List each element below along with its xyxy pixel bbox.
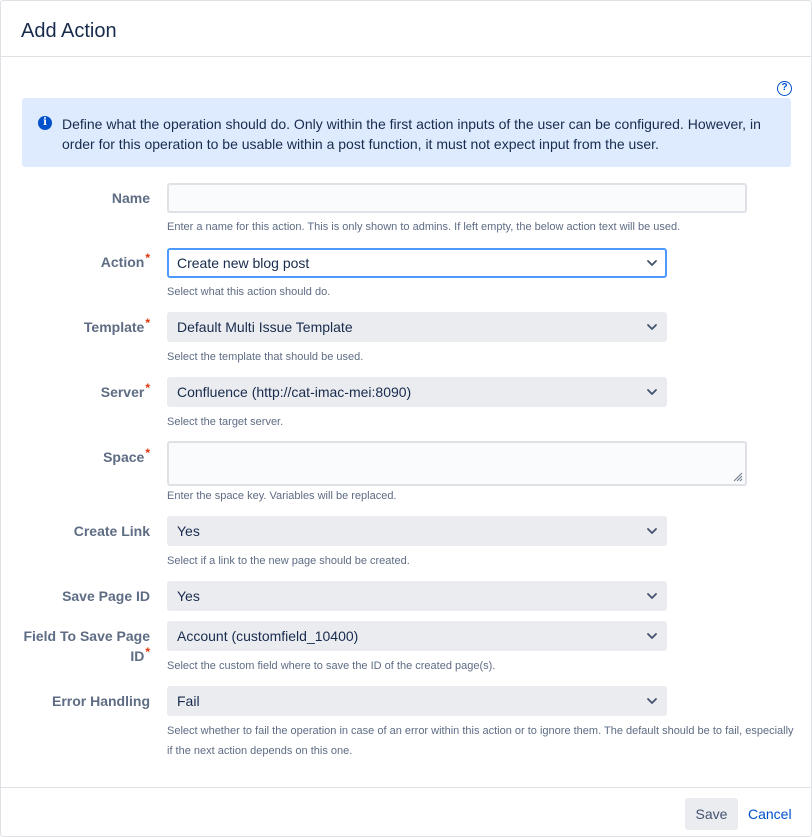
chevron-down-icon [646, 695, 658, 707]
create-link-select-value: Yes [177, 523, 200, 539]
action-select-value: Create new blog post [177, 255, 310, 271]
info-text: Define what the operation should do. Only within the first action inputs of the user can be configured. However, in order for this operation to be usable within a post function, it must not expect input from the user. [62, 116, 761, 152]
create-link-hint: Select if a link to the new page should be created. [167, 555, 410, 567]
help-icon[interactable]: ? [777, 81, 792, 96]
save-page-id-select[interactable] [167, 581, 667, 611]
field-to-save-select[interactable] [167, 621, 667, 651]
save-page-id-label: Save Page ID [62, 588, 150, 604]
template-label: Template* [83, 316, 150, 335]
save-page-id-select-value: Yes [177, 588, 200, 604]
error-handling-label: Error Handling [51, 693, 150, 709]
field-to-save-select-value: Account (customfield_10400) [177, 628, 359, 644]
action-label: Action* [100, 251, 150, 270]
dialog-header [1, 1, 811, 57]
template-select[interactable] [167, 312, 667, 342]
create-link-label: Create Link [73, 523, 150, 539]
field-to-save-hint: Select the custom field where to save the ID of the created page(s). [167, 660, 496, 672]
chevron-down-icon [646, 630, 658, 642]
server-hint: Select the target server. [167, 416, 284, 428]
resize-handle-icon[interactable] [733, 472, 743, 482]
name-hint: Enter a name for this action. This is only shown to admins. If left empty, the below action text will be used. [167, 221, 681, 233]
server-label: Server* [100, 381, 150, 400]
error-handling-hint: Select whether to fail the operation in case of an error within this action or to ignore them. The default should be to fail, especially if the next action depends on this one. [167, 725, 794, 757]
chevron-down-icon [646, 590, 658, 602]
space-textarea[interactable] [167, 441, 747, 486]
action-select[interactable] [167, 248, 667, 278]
name-input[interactable] [167, 183, 747, 213]
chevron-down-icon [646, 525, 658, 537]
chevron-down-icon [646, 321, 658, 333]
field-to-save-label: Field To Save Page ID* [23, 628, 150, 664]
server-select-value: Confluence (http://cat-imac-mei:8090) [177, 384, 412, 400]
chevron-down-icon [646, 257, 658, 269]
space-hint: Enter the space key. Variables will be replaced. [167, 490, 397, 502]
name-label: Name [111, 190, 150, 206]
chevron-down-icon [646, 386, 658, 398]
error-handling-select-value: Fail [177, 693, 200, 709]
dialog-title: Add Action [21, 20, 117, 42]
cancel-button[interactable]: Cancel [748, 806, 792, 822]
info-icon: i [38, 116, 52, 130]
template-hint: Select the template that should be used. [167, 351, 364, 363]
save-button[interactable]: Save [685, 798, 738, 830]
info-message [22, 98, 791, 167]
footer-divider [1, 787, 811, 788]
space-label: Space* [103, 446, 150, 465]
error-handling-select[interactable] [167, 686, 667, 716]
action-hint: Select what this action should do. [167, 286, 331, 298]
create-link-select[interactable] [167, 516, 667, 546]
template-select-value: Default Multi Issue Template [177, 319, 353, 335]
server-select[interactable] [167, 377, 667, 407]
